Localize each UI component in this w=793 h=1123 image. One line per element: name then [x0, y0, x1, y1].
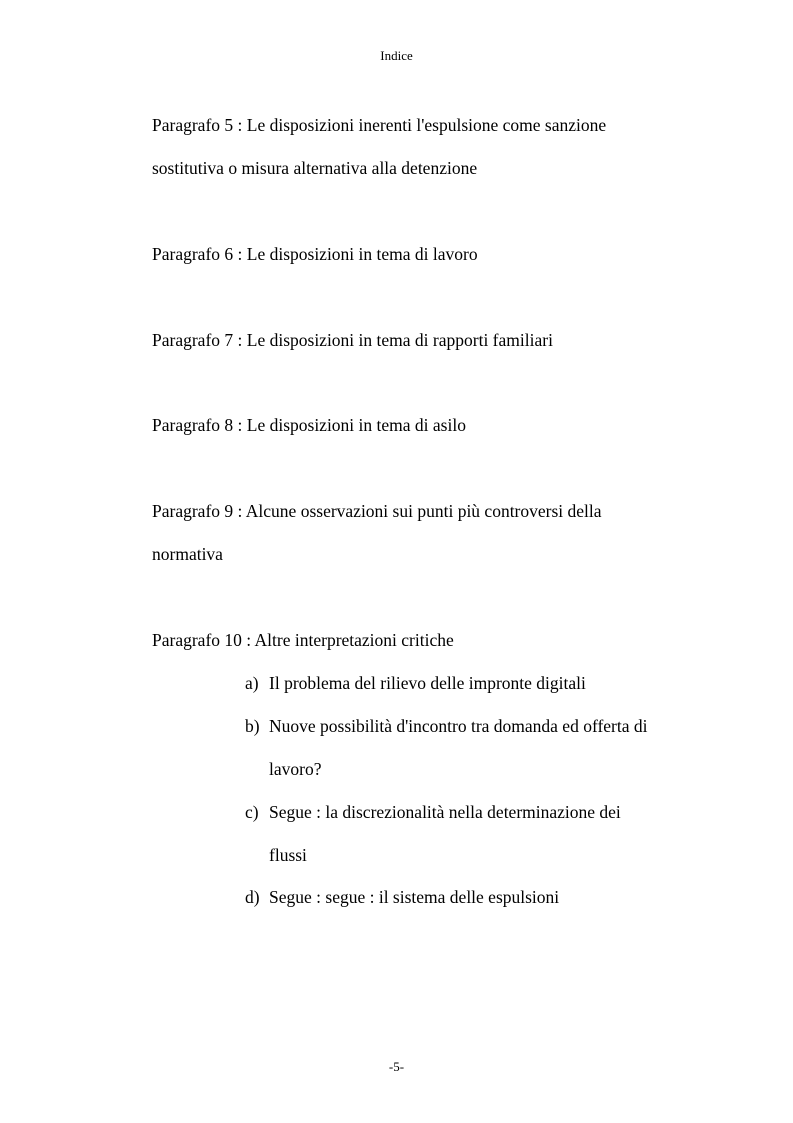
page-number: -5-: [388, 1059, 405, 1074]
toc-entry-paragrafo-5-line-1: Paragrafo 5 : Le disposizioni inerenti l'espulsione come sanzione: [152, 115, 607, 135]
toc-entry-paragrafo-6: Paragrafo 6 : Le disposizioni in tema di lavoro: [152, 244, 478, 264]
toc-entry-paragrafo-7: Paragrafo 7 : Le disposizioni in tema di rapporti familiari: [152, 330, 553, 350]
subitem-label: a): [245, 673, 259, 693]
subitem-text: Segue : segue : il sistema delle espulsioni: [269, 887, 560, 907]
toc-entry-paragrafo-9-line-2: normativa: [152, 544, 223, 564]
toc-subitem-c: [245, 801, 621, 823]
subitem-text: Il problema del rilievo delle impronte digitali: [269, 673, 586, 693]
toc-subitem-b-continuation: lavoro?: [269, 759, 322, 779]
toc-entry-paragrafo-8: Paragrafo 8 : Le disposizioni in tema di asilo: [152, 415, 466, 435]
toc-entry-paragrafo-10: Paragrafo 10 : Altre interpretazioni critiche: [152, 630, 454, 650]
toc-entry-paragrafo-5-line-2: sostitutiva o misura alternativa alla detenzione: [152, 158, 478, 178]
toc-subitem-a: [245, 672, 586, 694]
subitem-text: Nuove possibilità d'incontro tra domanda ed offerta di: [269, 716, 648, 736]
toc-subitem-c-continuation: flussi: [269, 845, 307, 865]
toc-entry-paragrafo-9-line-1: Paragrafo 9 : Alcune osservazioni sui punti più controversi della: [152, 501, 602, 521]
subitem-label: d): [245, 887, 260, 907]
subitem-text: Segue : la discrezionalità nella determinazione dei: [269, 802, 621, 822]
page-header: Indice: [380, 48, 413, 63]
subitem-label: b): [245, 716, 260, 736]
toc-subitem-d: [245, 886, 559, 908]
toc-subitem-b: [245, 715, 648, 737]
subitem-label: c): [245, 802, 259, 822]
